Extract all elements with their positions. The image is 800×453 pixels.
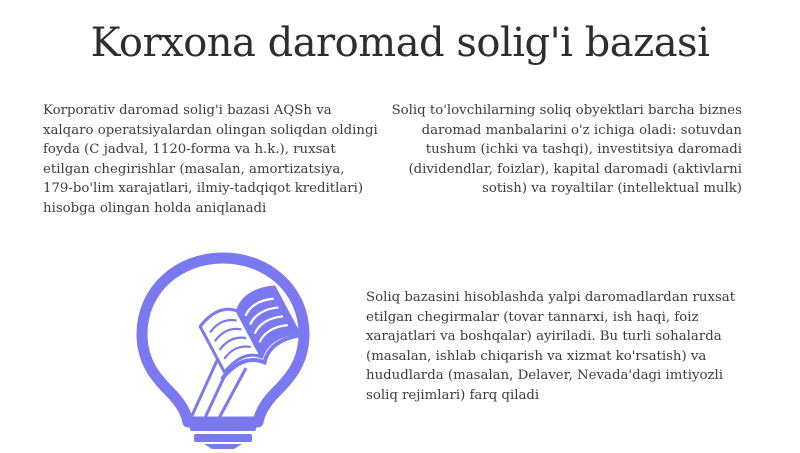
paragraph-right: Soliq to'lovchilarning soliq obyektlari barcha biznes daromad manbalarini o'z ichiga oladi: sotuvdan tushum (ichki va tashqi), investitsiya daromadi (dividendlar, foizlar), kapital daromadi (aktivlarni sotish) va royaltilar (intellektual mulk) <box>391 103 742 196</box>
paragraph-left: Korporativ daromad solig'i bazasi AQSh va xalqaro operatsiyalardan olingan soliqdan oldingi foyda (C jadval, 1120-forma va h.k.), ruxsat etilgan chegirishlar (masalan, amortizatsiya, 179-bo'lim xarajatlari, ilmiy-tadqiqot kreditlari) hisobga olingan holda aniqlanadi <box>43 103 378 216</box>
slide-title: Korxona daromad solig'i bazasi <box>90 20 710 66</box>
lightbulb-with-book-icon <box>128 250 318 449</box>
paragraph-bottom: Soliq bazasini hisoblashda yalpi daromadlardan ruxsat etilgan chegirmalar (tovar tannarxi, ish haqi, foiz xarajatlari va boshqalar) ayiriladi. Bu turli sohalarda (masalan, ishlab chiqarish va xizmat ko'rsatish) va hududlarda (masalan, Delaver, Nevada'dagi imtiyozli soliq rejimlari) farq qiladi <box>366 290 736 403</box>
